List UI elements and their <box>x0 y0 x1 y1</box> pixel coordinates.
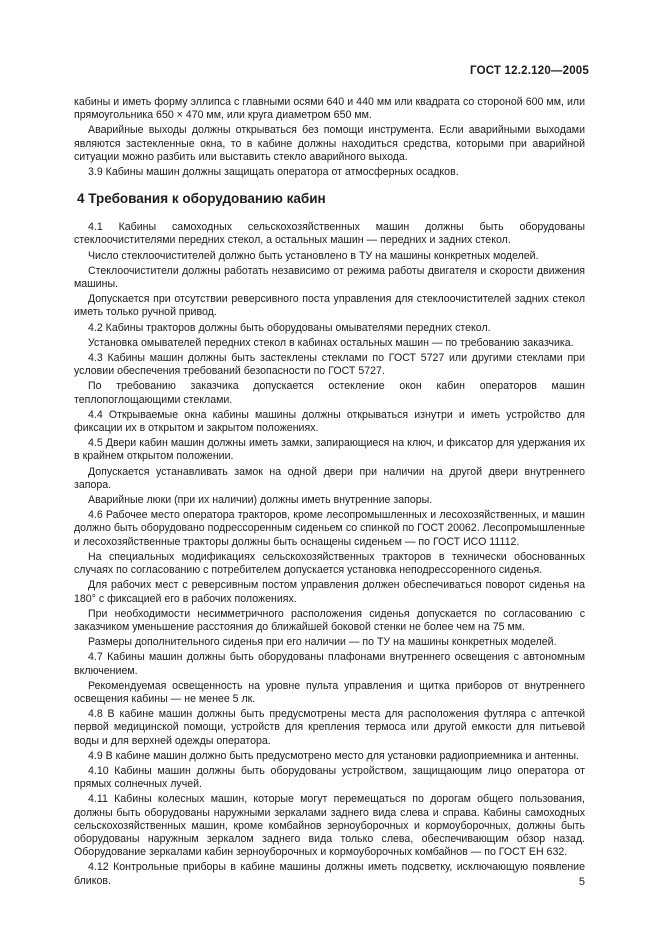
paragraph: При необходимости несимметричного расположения сиденья допускается по согласованию с заказчиком уменьшение расстояния до ближайшей боковой стенки не более чем на 75 мм. <box>74 607 585 633</box>
paragraph: 4.5 Двери кабин машин должны иметь замки, запирающиеся на ключ, и фиксатор для удержания их в крайнем открытом положении. <box>74 437 585 463</box>
paragraph: 4.3 Кабины машин должны быть застеклены стеклами по ГОСТ 5727 или другими стеклами при условии обеспечения требований безопасности по ГОСТ 5727. <box>74 352 585 378</box>
paragraph: Допускается при отсутствии реверсивного поста управления для стеклоочистителей задних стекол иметь только ручной привод. <box>74 293 585 319</box>
paragraph: Аварийные выходы должны открываться без помощи инструмента. Если аварийными выходами являются застекленные окна, то в кабине должны находиться средства, которыми при аварийной ситуации можно разбить или выставить стекло аварийного выхода. <box>74 124 585 163</box>
paragraph: На специальных модификациях сельскохозяйственных тракторов в технически обоснованных случаях по согласованию с потребителем допускается установка неподрессоренного сиденья. <box>74 550 585 577</box>
paragraph: Установка омывателей передних стекол в кабинах остальных машин — по требованию заказчика. <box>88 336 574 349</box>
paragraph: Для рабочих мест с реверсивным постом управления должен обеспечиваться поворот сиденья на 180° с фиксацией его в рабочих положениях. <box>74 579 585 605</box>
page-content <box>74 96 585 890</box>
paragraph: Допускается устанавливать замок на одной двери при наличии на другой двери внутреннего запора. <box>74 465 585 491</box>
paragraph: 3.9 Кабины машин должны защищать оператора от атмосферных осадков. <box>88 166 459 179</box>
standard-designation: ГОСТ 12.2.120—2005 <box>470 65 589 77</box>
section-heading: 4 Требования к оборудованию кабин <box>77 191 326 207</box>
paragraph: 4.8 В кабине машин должны быть предусмотрены места для расположения футляра с аптечкой первой медицинской помощи, устройств для крепления термоса или другой емкости для питьевой воды и для верхней одежды оператора. <box>74 708 585 747</box>
paragraph: Число стеклоочистителей должно быть установлено в ТУ на машины конкретных моделей. <box>88 249 539 262</box>
paragraph: 4.1 Кабины самоходных сельскохозяйственных машин должны быть оборудованы стеклоочистителями передних стекол, а остальных машин — передних и задних стекол. <box>74 221 585 247</box>
paragraph: 4.2 Кабины тракторов должны быть оборудованы омывателями передних стекол. <box>88 321 491 334</box>
paragraph: Рекомендуемая освещенность на уровне пульта управления и щитка приборов от внутреннего освещения кабины — не менее 5 лк. <box>74 679 585 705</box>
paragraph: кабины и иметь форму эллипса с главными осями 640 и 440 мм или квадрата со стороной 600 мм, или прямоугольника 650 × 470 мм, или круга диаметром 650 мм. <box>74 96 585 122</box>
paragraph: 4.6 Рабочее место оператора тракторов, кроме лесопромышленных и лесохозяйственных, и машин должно быть оборудовано подрессоренным сиденьем со спинкой по ГОСТ 20062. Лесопромышленные и лесохозяйственные тракторы должны быть оснащены сиденьем — по ГОСТ ИСО 11112. <box>74 509 585 548</box>
paragraph: Размеры дополнительного сиденья при его наличии — по ТУ на машины конкретных моделей. <box>88 636 557 649</box>
paragraph: 4.10 Кабины машин должны быть оборудованы устройством, защищающим лицо оператора от прямых солнечных лучей. <box>74 764 585 791</box>
paragraph: По требованию заказчика допускается остекление окон кабин операторов машин теплопоглощающими стеклами. <box>74 380 585 406</box>
paragraph: Аварийные люки (при их наличии) должны иметь внутренние запоры. <box>88 494 433 507</box>
paragraph: 4.12 Контрольные приборы в кабине машины должны иметь подсветку, исключающую появление бликов. <box>74 861 585 887</box>
paragraph: 4.9 В кабине машин должно быть предусмотрено место для установки радиоприемника и антенны. <box>88 749 579 762</box>
paragraph: 4.11 Кабины колесных машин, которые могут перемещаться по дорогам общего пользования, должны быть оборудованы наружными зеркалами заднего вида слева и справа. Кабины самоходных сельскохозяйственных машин, кроме комбайнов зерноуборочных и кормоуборочных, должны быть оборудованы наружным зеркалом заднего вида только слева, обеспечивающим обзор назад. Оборудование зеркалами кабин зерноуборочных и кормоуборочных комбайнов — по ГОСТ ЕН 632. <box>74 793 585 859</box>
paragraph: 4.7 Кабины машин должны быть оборудованы плафонами внутреннего освещения с автономным включением. <box>74 651 585 677</box>
page-number: 5 <box>578 876 585 888</box>
paragraph: Стеклоочистители должны работать независимо от режима работы двигателя и скорости движения машины. <box>74 264 585 291</box>
paragraph: 4.4 Открываемые окна кабины машины должны открываться изнутри и иметь устройство для фиксации их в открытом и закрытом положениях. <box>74 408 585 435</box>
